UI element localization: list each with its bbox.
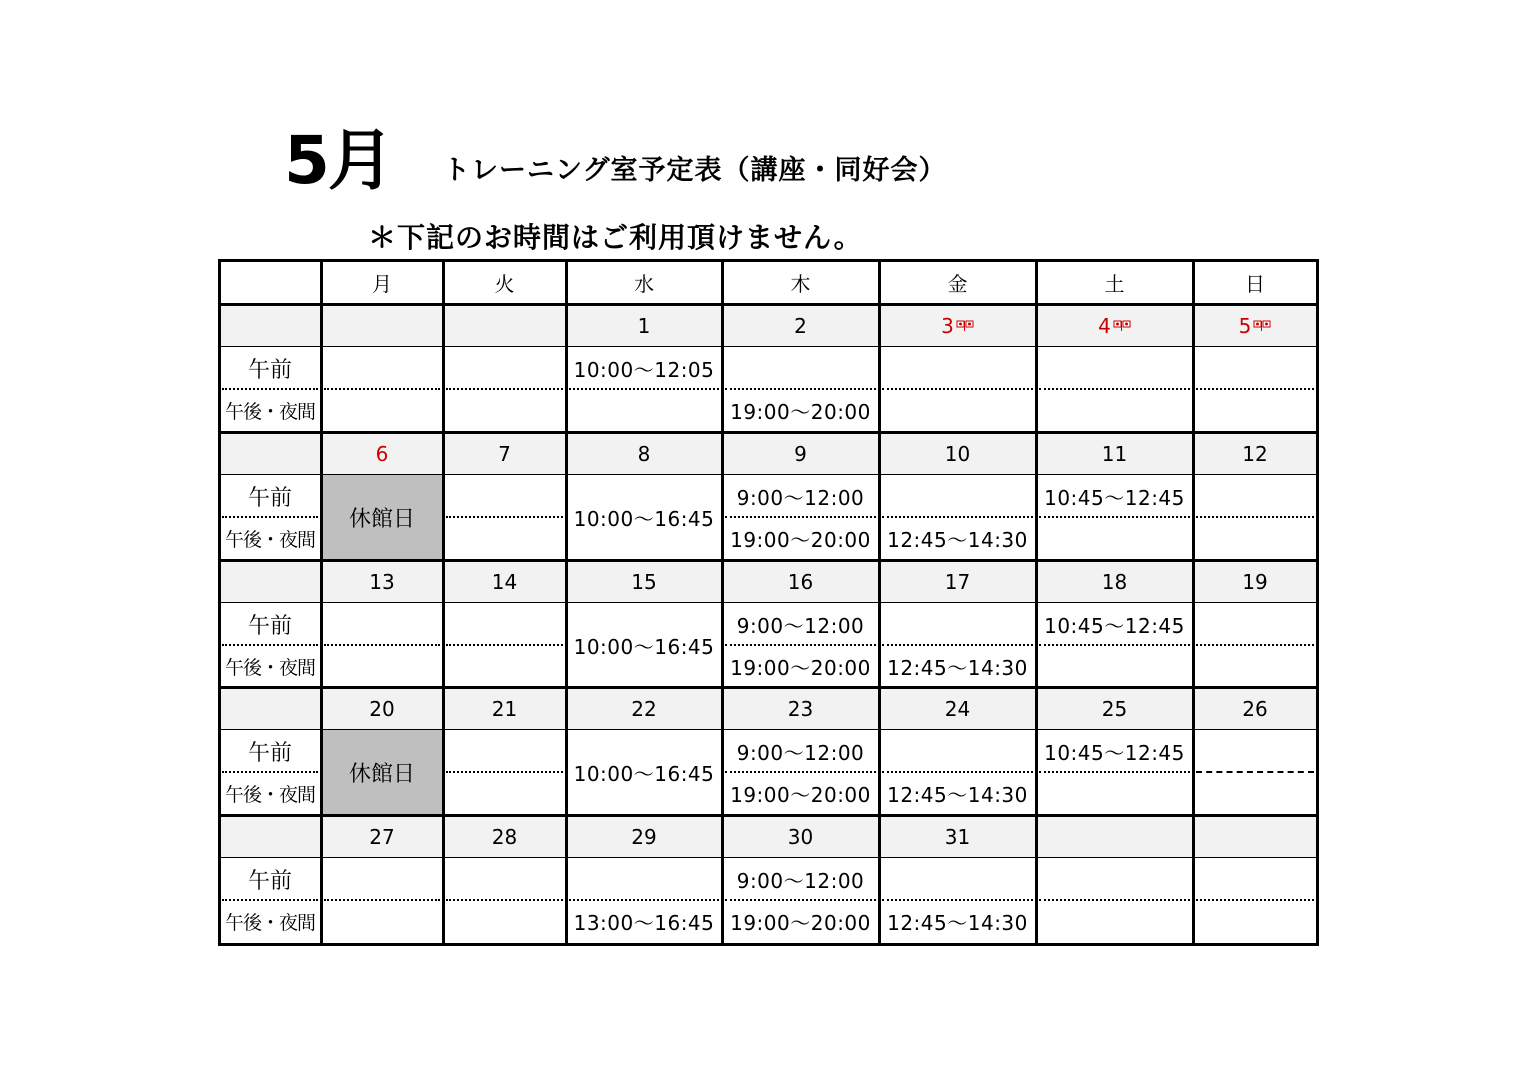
date-cell <box>1036 432 1193 475</box>
date-number: 2 <box>794 313 807 338</box>
date-number: 21 <box>491 696 518 721</box>
date-cell <box>722 815 879 858</box>
date-number: 1 <box>637 313 651 338</box>
grid-line-horizontal <box>219 943 1317 946</box>
date-number: 28 <box>491 824 518 849</box>
closed-day-block: 休館日 <box>321 730 443 814</box>
date-row-divider <box>219 474 1317 475</box>
date-cell <box>1193 815 1317 858</box>
pm-label: 午後・夜間 <box>224 528 315 551</box>
slot-divider <box>446 899 563 901</box>
date-cell <box>443 432 566 475</box>
slot-divider <box>446 516 563 518</box>
slot-divider <box>882 644 1033 646</box>
date-cell <box>1193 432 1317 475</box>
page-title: トレーニング室予定表（講座・同好会） <box>443 155 947 186</box>
date-cell <box>566 687 722 730</box>
grid-line-horizontal <box>219 686 1317 689</box>
date-cell <box>879 815 1036 858</box>
date-number: 19 <box>1242 569 1268 594</box>
date-number: 25 <box>1101 696 1128 721</box>
grid-line-vertical <box>721 259 724 946</box>
date-number: 15 <box>631 569 657 594</box>
date-cell <box>1036 687 1193 730</box>
date-cell <box>1036 304 1193 347</box>
date-number: 16 <box>787 569 814 594</box>
date-cell <box>879 560 1036 603</box>
time-slot-am: 10:45～12:45 <box>1044 613 1185 638</box>
date-cell <box>1193 687 1317 730</box>
slot-divider <box>1039 899 1190 901</box>
am-label: 午前 <box>247 485 292 511</box>
date-cell <box>443 560 566 603</box>
date-cell <box>1193 560 1317 603</box>
date-cell <box>1193 304 1317 347</box>
grid-line-vertical <box>1035 259 1038 946</box>
date-row-divider <box>219 602 1317 603</box>
date-cell <box>321 560 443 603</box>
date-number: 17 <box>944 569 971 594</box>
date-cell <box>321 815 443 858</box>
date-number: 27 <box>369 824 395 849</box>
date-cell <box>1036 815 1193 858</box>
grid-line-vertical <box>320 259 323 946</box>
date-number: 23 <box>787 696 814 721</box>
pm-label: 午後・夜間 <box>224 783 315 806</box>
date-cell <box>443 687 566 730</box>
slot-divider <box>569 388 719 390</box>
slot-divider <box>725 644 876 646</box>
grid-line-vertical <box>565 259 568 946</box>
weekday-header: 土 <box>1104 271 1125 296</box>
time-slot-merged: 10:00～16:45 <box>573 761 715 786</box>
date-cell <box>879 432 1036 475</box>
flag-icon <box>1253 320 1271 332</box>
am-label: 午前 <box>247 357 292 383</box>
time-slot-pm: 19:00～20:00 <box>730 527 871 552</box>
date-cell <box>443 304 566 347</box>
grid-line-horizontal <box>219 259 1317 262</box>
date-row-divider <box>219 346 1317 347</box>
date-number: 6 <box>375 441 389 466</box>
date-number: 22 <box>631 696 657 721</box>
date-number: 12 <box>1242 441 1268 466</box>
date-number: 5 <box>1238 313 1252 338</box>
weekday-header: 月 <box>372 271 392 296</box>
closed-day-block: 休館日 <box>321 475 443 559</box>
grid-line-vertical <box>1316 259 1319 946</box>
pm-label: 午後・夜間 <box>224 400 315 423</box>
date-number: 7 <box>498 441 511 466</box>
date-cell <box>321 304 443 347</box>
slot-divider <box>1039 388 1190 390</box>
date-row-divider <box>219 729 1317 730</box>
time-slot-am: 10:45～12:45 <box>1044 485 1185 510</box>
slot-divider <box>324 899 440 901</box>
flag-icon <box>956 320 974 332</box>
date-number: 4 <box>1098 313 1111 338</box>
grid-line-vertical <box>1192 259 1195 946</box>
date-cell <box>566 815 722 858</box>
slot-divider <box>446 388 563 390</box>
date-number: 10 <box>944 441 971 466</box>
date-cell <box>321 687 443 730</box>
grid-line-vertical <box>218 259 221 946</box>
slot-divider <box>882 899 1033 901</box>
time-slot-pm: 12:45～14:30 <box>887 782 1028 807</box>
date-number: 13 <box>369 569 395 594</box>
slot-divider <box>222 644 318 646</box>
slot-divider <box>222 516 318 518</box>
weekday-header: 木 <box>790 271 811 296</box>
month-heading: 5月 <box>284 122 392 199</box>
date-number: 14 <box>491 569 518 594</box>
weekday-header: 水 <box>634 271 654 296</box>
slot-divider <box>222 388 318 390</box>
slot-divider <box>1039 771 1190 773</box>
date-cell <box>566 304 722 347</box>
pm-label: 午後・夜間 <box>224 911 315 934</box>
grid-line-horizontal <box>219 431 1317 434</box>
date-number: 26 <box>1242 696 1268 721</box>
date-number: 9 <box>794 441 807 466</box>
schedule-table <box>219 260 1317 944</box>
time-slot-merged: 10:00～16:45 <box>573 506 715 531</box>
grid-line-vertical <box>878 259 881 946</box>
time-slot-am: 10:45～12:45 <box>1044 740 1185 765</box>
slot-divider <box>882 771 1033 773</box>
date-cell <box>722 687 879 730</box>
grid-line-horizontal <box>219 559 1317 562</box>
slot-divider <box>1196 899 1314 901</box>
slot-divider <box>324 644 440 646</box>
slot-divider <box>1196 771 1314 773</box>
date-cell <box>566 560 722 603</box>
slot-divider <box>725 388 876 390</box>
date-number: 8 <box>637 441 651 466</box>
grid-line-vertical <box>442 259 445 946</box>
date-number: 24 <box>944 696 971 721</box>
slot-divider <box>882 388 1033 390</box>
flag-icon <box>1113 320 1131 332</box>
slot-divider <box>1039 644 1190 646</box>
date-cell <box>321 432 443 475</box>
slot-divider <box>222 771 318 773</box>
am-label: 午前 <box>247 868 292 894</box>
date-number: 3 <box>941 313 954 338</box>
time-slot-am: 10:00～12:05 <box>573 357 715 382</box>
date-cell <box>566 432 722 475</box>
date-cell <box>722 304 879 347</box>
slot-divider <box>446 771 563 773</box>
weekday-header: 火 <box>494 271 515 296</box>
date-cell <box>1036 560 1193 603</box>
date-number: 18 <box>1101 569 1128 594</box>
time-slot-pm: 19:00～20:00 <box>730 782 871 807</box>
time-slot-merged: 10:00～16:45 <box>573 634 715 659</box>
time-slot-pm: 13:00～16:45 <box>573 910 715 935</box>
slot-divider <box>569 899 719 901</box>
date-cell <box>443 815 566 858</box>
slot-divider <box>1196 388 1314 390</box>
time-slot-pm: 19:00～20:00 <box>730 399 871 424</box>
date-number: 11 <box>1101 441 1128 466</box>
date-number: 31 <box>944 824 971 849</box>
grid-line-horizontal <box>219 814 1317 817</box>
slot-divider <box>324 388 440 390</box>
time-slot-pm: 19:00～20:00 <box>730 655 871 680</box>
grid-line-horizontal <box>219 303 1317 306</box>
slot-divider <box>1039 516 1190 518</box>
time-slot-pm: 19:00～20:00 <box>730 910 871 935</box>
date-cell <box>722 432 879 475</box>
date-cell <box>722 560 879 603</box>
date-number: 30 <box>787 824 814 849</box>
slot-divider <box>725 771 876 773</box>
date-row-divider <box>219 857 1317 858</box>
time-slot-pm: 12:45～14:30 <box>887 910 1028 935</box>
time-slot-pm: 12:45～14:30 <box>887 655 1028 680</box>
weekday-header: 日 <box>1245 271 1265 296</box>
am-label: 午前 <box>247 613 292 639</box>
notice-text: ＊下記のお時間はご利用頂けません。 <box>368 221 863 254</box>
weekday-header: 金 <box>947 271 968 296</box>
slot-divider <box>725 516 876 518</box>
time-slot-am: 9:00～12:00 <box>736 868 865 893</box>
slot-divider <box>1196 516 1314 518</box>
time-slot-pm: 12:45～14:30 <box>887 527 1028 552</box>
am-label: 午前 <box>247 740 292 766</box>
slot-divider <box>882 516 1033 518</box>
date-number: 20 <box>369 696 395 721</box>
slot-divider <box>446 644 563 646</box>
time-slot-am: 9:00～12:00 <box>736 740 865 765</box>
date-number: 29 <box>631 824 657 849</box>
slot-divider <box>1196 644 1314 646</box>
date-cell <box>879 304 1036 347</box>
date-cell <box>879 687 1036 730</box>
pm-label: 午後・夜間 <box>224 656 315 679</box>
slot-divider <box>222 899 318 901</box>
time-slot-am: 9:00～12:00 <box>736 485 865 510</box>
time-slot-am: 9:00～12:00 <box>736 613 865 638</box>
slot-divider <box>725 899 876 901</box>
